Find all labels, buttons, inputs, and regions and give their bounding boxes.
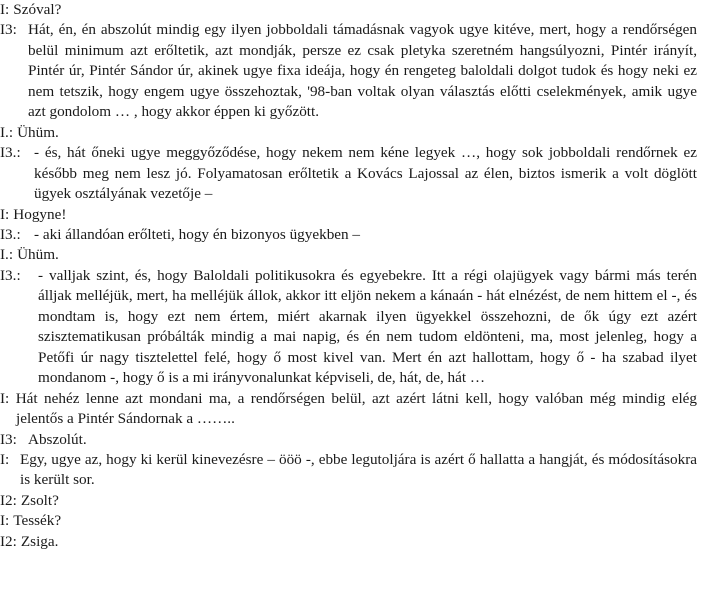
transcript-entry: [0, 123, 703, 143]
transcript-entry: [0, 389, 703, 430]
utterance-text: Ühüm.: [17, 123, 59, 141]
utterance-text: Tessék?: [13, 512, 62, 530]
utterance-text: Hát nehéz lenne azt mondani ma, a rendőrségen belül, azt azért látni kell, hogy valóban még mindig elég jelentős a Pintér Sándornak a ……..: [15, 389, 698, 428]
transcript-entry: [0, 205, 703, 225]
utterance-text: Szóval?: [13, 1, 62, 18]
speaker-label: I3.:: [0, 225, 21, 243]
transcript-entry: [0, 430, 703, 450]
transcript-entry: [0, 511, 703, 531]
utterance-text: Egy, ugye az, hogy ki kerül kinevezésre – ööö -, ebbe legutoljára is azért ő hallatta a hangját, és módosításokra is került sor.: [20, 450, 697, 489]
transcript-entry: [0, 266, 703, 389]
speaker-label: I:: [0, 450, 10, 468]
speaker-label: I3.:: [0, 144, 21, 162]
transcript-entry: [0, 245, 703, 265]
speaker-label: I3:: [0, 21, 17, 39]
utterance-text: Hogyne!: [13, 205, 67, 223]
speaker-label: I3:: [0, 430, 17, 448]
speaker-label: I:: [0, 1, 10, 18]
speaker-label: I3.:: [0, 266, 21, 284]
speaker-label: I2:: [0, 532, 17, 550]
transcript-entry: [0, 532, 703, 552]
utterance-text: Zsiga.: [20, 532, 59, 550]
speaker-label: I.:: [0, 123, 14, 141]
transcript-entry: [0, 0, 703, 20]
utterance-text: - aki állandóan erőlteti, hogy én bizonyos ügyekben –: [34, 225, 361, 243]
utterance-text: - valljak szint, és, hogy Baloldali politikusokra és egyebekre. Itt a régi olajügyek vagy bármi más terén álljak melléjük, mert, ha melléjük állok, akkor itt eljön nekem a kánaán - hát elnézést, de nem hittem el -, és mondtam is, hogy ezt nem értem, miért akarnak ilyen ügyekkel összehozni, de ők úgy ezt azért szisztematikusan próbálták mindig a mai napig, és én nem tudom eldönteni, ma, most jelenleg, hogy a Petőfi úr nagy tisztelettel felé, hogy ő most kivel van. Mert én azt hallottam, hogy ő - ha szabad ilyet mondanom -, hogy ő is a mi irányvonalunkat képviseli, de, hát, de, hát …: [38, 266, 697, 387]
utterance-text: Zsolt?: [20, 491, 59, 509]
speaker-label: I:: [0, 205, 10, 223]
speaker-label: I:: [0, 389, 10, 407]
utterance-text: - és, hát őneki ugye meggyőződése, hogy nekem nem kéne legyek …, hogy sok jobboldali rendőrnek ez később meg nem lesz jó. Folyamatosan erőltetik a Kovács Lajossal az élen, biztos ismerik a volt döglött ügyek osztályának vezetője –: [34, 144, 697, 203]
speaker-label: I.:: [0, 246, 14, 264]
utterance-text: Ühüm.: [17, 246, 59, 264]
transcript-entry: [0, 491, 703, 511]
transcript-entry: [0, 225, 703, 245]
speaker-label: I2:: [0, 491, 17, 509]
transcript-entry: [0, 20, 703, 122]
utterance-text: Hát, én, én abszolút mindig egy ilyen jobboldali támadásnak vagyok ugye kitéve, mert, hogy a rendőrségen belül minimum azt erőltetik, azt mondják, persze ez csak pletyka szeretném hangsúlyozni, Pintér irányít, Pintér úr, Pintér Sándor úr, akinek ugye fixa ideája, hogy én rengeteg baloldali dolgot tudok és hogy neki ez nem tetszik, hogy engem ugye összehoztak, '98-ban voltak olyan választás előtti cselekmények, amik ugye azt gondolom … , hogy akkor éppen ki győzött.: [28, 21, 697, 121]
transcript-entry: [0, 143, 703, 204]
utterance-text: Abszolút.: [28, 430, 87, 448]
transcript-entry: [0, 450, 703, 491]
speaker-label: I:: [0, 512, 10, 530]
